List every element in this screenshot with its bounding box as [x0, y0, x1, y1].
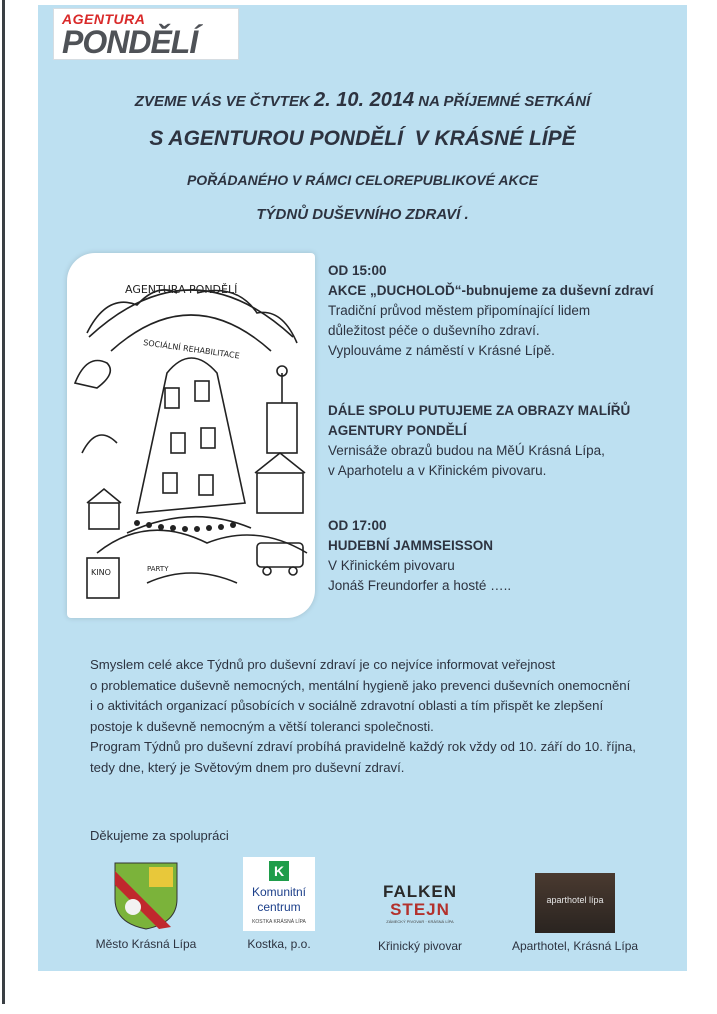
paragraph-line: i o aktivitách organizací působících v sociálně zdravotní oblasti a tím přispět ke zlepšení: [90, 698, 604, 713]
description-paragraph: [90, 655, 678, 778]
logo-main-text: PONDĚLÍ: [62, 24, 198, 60]
subheadline: POŘÁDANÉHO V RÁMCI CELOREPUBLIKOVÉ AKCE: [186, 172, 539, 188]
partner-aparthotel: [500, 873, 650, 953]
left-edge-rule: [2, 0, 5, 1004]
event-1-line-3: Vyplouváme z náměstí v Krásné Lípě.: [328, 343, 555, 358]
event-2-line-1: Vernisáže obrazů budou na MěÚ Krásná Lípa,: [328, 443, 605, 458]
event-2-title-2: AGENTURY PONDĚLÍ: [328, 423, 467, 438]
aparthotel-photo: [535, 873, 615, 933]
headline: S AGENTUROU PONDĚLÍ V KRÁSNÉ LÍPĚ: [149, 127, 576, 150]
logo-top-text: AGENTURA: [62, 11, 146, 27]
invite-line: [38, 89, 687, 112]
invite-pre: ZVEME VÁS VE ČTVTEK: [134, 93, 310, 110]
illustration-card: [67, 253, 315, 618]
falkenstejn-sub: ZÁMECKÝ PIVOVAR · KRÁSNÁ LÍPA: [386, 919, 454, 924]
komunitni-sub: KOSTKA KRÁSNÁ LÍPA: [252, 919, 306, 925]
partner-kostka: [234, 857, 324, 951]
event-1-title: AKCE „DUCHOLOĎ“-bubnujeme za duševní zdraví: [328, 283, 654, 298]
event-3-line-1: V Křinickém pivovaru: [328, 558, 455, 573]
paragraph-line: Smyslem celé akce Týdnů pro duševní zdraví je co nejvíce informovat veřejnost: [90, 657, 556, 672]
invite-post: NA PŘÍJEMNÉ SETKÁNÍ: [418, 93, 591, 110]
illustration-inner-text: SOCIÁLNÍ REHABILITACE: [142, 338, 241, 361]
partner-caption: Kostka, p.o.: [247, 937, 311, 951]
paragraph-line: Program Týdnů pro duševní zdraví probíhá pravidelně každý rok vždy od 10. září do 10. října,: [90, 739, 636, 754]
paragraph-line: postoje k duševně nemocným a větší toleranci společnosti.: [90, 718, 434, 734]
event-3-title: HUDEBNÍ JAMMSEISSON: [328, 538, 494, 553]
partner-krinicky-pivovar: [360, 883, 480, 953]
komunitni-title-2: centrum: [257, 900, 301, 914]
falkenstejn-line-1: FALKEN: [383, 882, 457, 901]
partner-caption: Aparthotel, Krásná Lípa: [511, 939, 639, 953]
falkenstejn-line-2: STEJN: [390, 900, 450, 919]
komunitni-title-1: Komunitní: [251, 885, 307, 899]
aparthotel-logo-text: aparthotel lípa: [546, 895, 604, 905]
komunitni-centrum-logo: [243, 857, 315, 931]
poster: [38, 5, 687, 971]
paragraph-line: o problematice duševně nemocných, mentální hygieně jako prevenci duševních onemocnění: [90, 677, 631, 693]
event-2-title-1: DÁLE SPOLU PUTUJEME ZA OBRAZY MALÍŘŮ: [328, 403, 631, 418]
agentura-pondeli-logo: [53, 8, 239, 60]
event-1: [328, 261, 654, 361]
paragraph-line: tedy dne, který je Světovým dnem pro duševní zdraví.: [90, 759, 405, 775]
falkenstejn-logo: [360, 883, 480, 933]
thanks-text: Děkujeme za spolupráci: [90, 828, 229, 843]
illustration-sign: PARTY: [147, 565, 169, 573]
illustration-arc-text: AGENTURA PONDĚLÍ: [125, 283, 238, 296]
kostka-mark-icon: K: [269, 861, 289, 881]
partner-mesto-krasna-lipa: [86, 861, 206, 951]
illustration-kino: KINO: [91, 568, 111, 577]
event-3: [328, 516, 511, 596]
event-1-time: OD 15:00: [328, 263, 387, 278]
event-2: [328, 401, 630, 481]
coat-of-arms-icon: [113, 861, 179, 931]
event-name: TÝDNŮ DUŠEVNÍHO ZDRAVÍ .: [256, 206, 469, 223]
event-2-line-2: v Aparhotelu a v Křinickém pivovaru.: [328, 463, 547, 478]
event-3-line-2: Jonáš Freundorfer a hosté …..: [328, 578, 512, 593]
event-1-line-1: Tradiční průvod městem připomínající lidem: [328, 303, 591, 318]
event-1-line-2: důležitost péče o duševního zdraví.: [328, 323, 540, 338]
house-illustration: [67, 253, 315, 618]
event-date: 2. 10. 2014: [313, 89, 415, 111]
partner-caption: Město Krásná Lípa: [95, 937, 197, 951]
event-3-time: OD 17:00: [328, 518, 387, 533]
partner-caption: Křinický pivovar: [377, 939, 463, 953]
